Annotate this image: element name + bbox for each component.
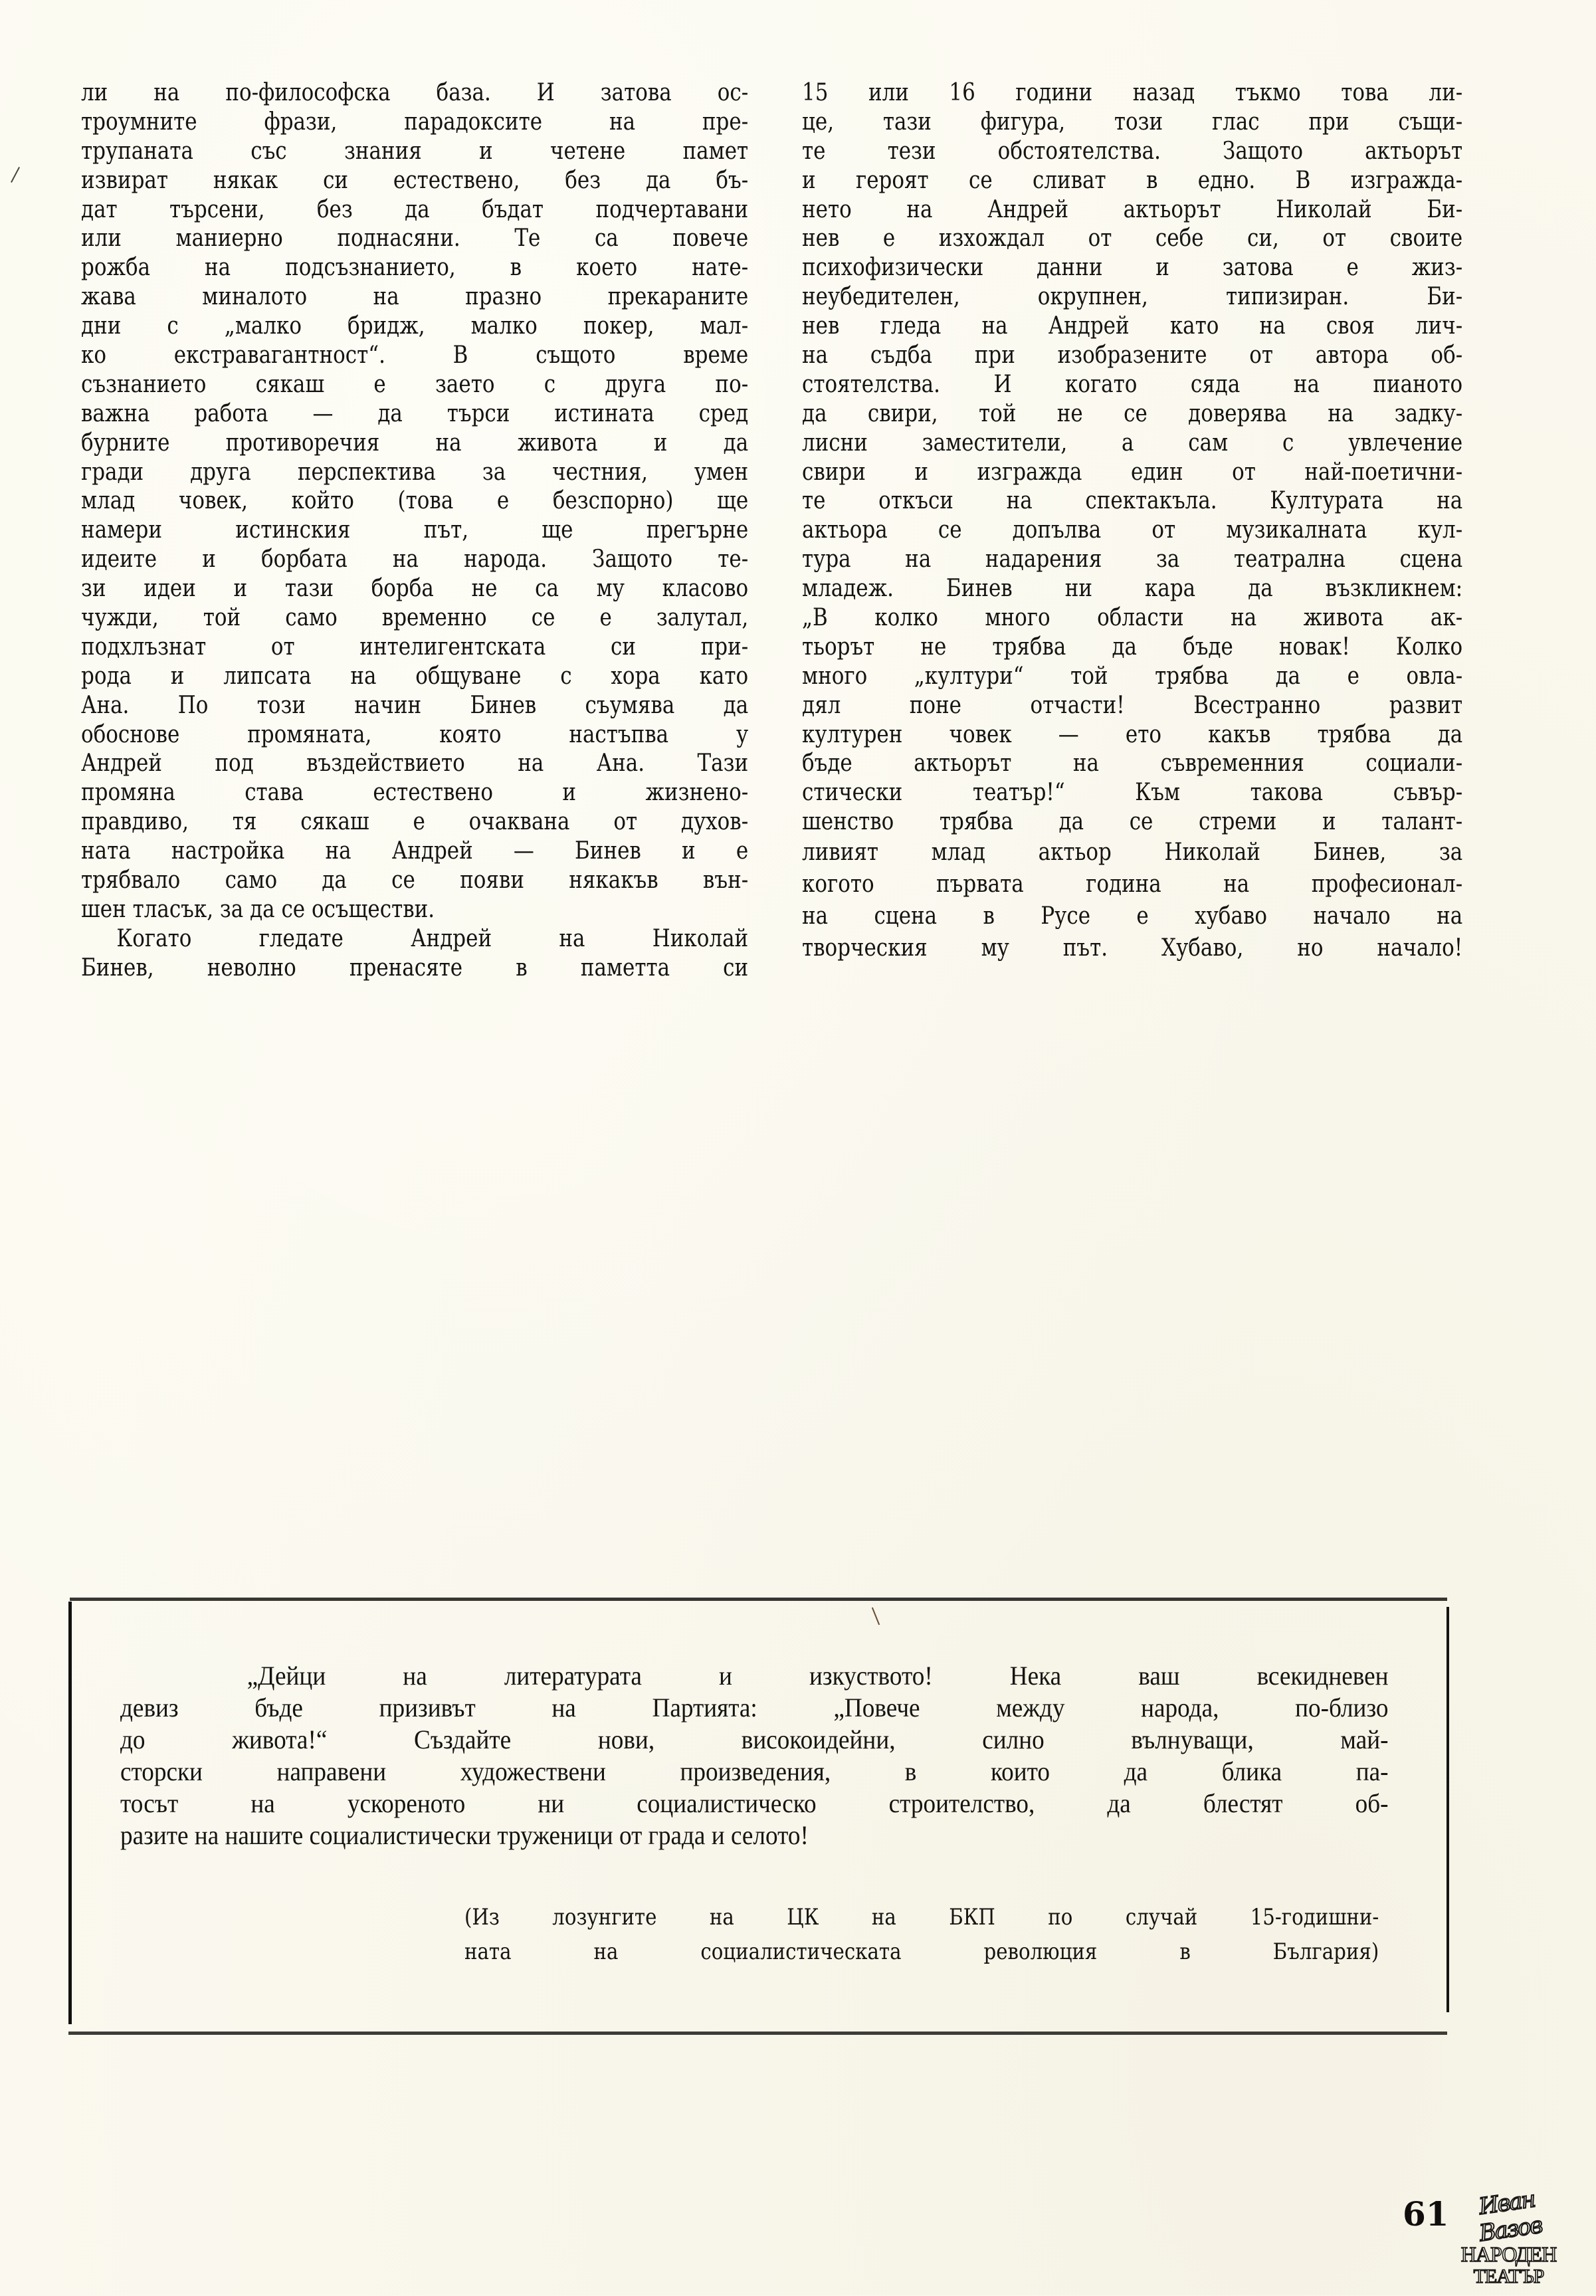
quote-line: „Дейци на литературата и изкуството! Нека ваш всекидневен [247,1661,1389,1691]
article-line: бъде актьорът на съвременния социали- [802,750,1463,778]
article-line: жава миналото на празно прекараните [81,283,749,311]
quote-line: тосът на ускореното ни социалистическо строителство, да блестят об- [120,1788,1389,1818]
article-line: дни с „малко бридж, малко покер, мал- [81,312,749,340]
article-line: тура на надарения за театрална сцена [802,546,1463,574]
article-line: свири и изгражда един от най-поетични- [802,458,1463,486]
article-line: нев е изхождал от себе си, от своите [802,225,1463,253]
article-line: много „култури“ той трябва да е овла- [802,662,1463,690]
article-line: актьора се допълва от музикалната кул- [802,516,1463,544]
article-line: ливият млад актьор Николай Бинев, за [802,839,1463,867]
article-line: правдиво, тя сякаш е очаквана от духов- [81,808,749,836]
article-line: лисни заместители, а сам с увлечение [802,429,1463,457]
article-line: чужди, той само временно се е залутал, [81,604,749,632]
article-line: стически театър!“ Към такова съвър- [802,779,1463,807]
quote-line: девиз бъде призивът на Партията: „Повече между народа, по-близо [120,1693,1389,1722]
article-line: важна работа — да търси истината сред [81,399,749,427]
attribution-line: ната на социалистическата революция в България) [464,1938,1379,1965]
article-line: творческия му път. Хубаво, но начало! [802,934,1463,962]
article-right-column [802,78,1462,964]
page-number: 61 [1403,2194,1449,2234]
article-line: психофизически данни и затова е жиз- [802,254,1463,282]
article-line: шен тласък, за да се осъществи. [81,895,435,923]
box-border-right [1446,1607,1449,2012]
article-line: промяна става естествено и жизнено- [81,779,749,807]
article-line: дат търсени, без да бъдат подчертавани [81,195,749,223]
slogan-quote [120,1660,1389,1851]
article-line: младеж. Бинев ни кара да възкликнем: [802,575,1463,603]
article-line: нев гледа на Андрей като на своя лич- [802,312,1463,340]
quote-line: разите на нашите социалистически труженици от града и селото! [120,1820,809,1850]
national-theatre-logo [1454,2186,1563,2296]
article-line: „В колко много области на живота ак- [802,604,1463,632]
article-line: шенство трябва да се стреми и талант- [802,808,1463,836]
article-line: обоснове промяната, която настъпва у [81,720,749,748]
logo-script-signature: Иван Вазов [1477,2186,1544,2247]
article-line: съзнанието сякаш е заето с друга по- [81,370,749,398]
party-slogan-box [68,1598,1447,2034]
article-line: те откъси на спектакъла. Културата на [802,487,1463,515]
article-line: на сцена в Русе е хубаво начало на [802,902,1463,930]
article-line: ко екстравагантност“. В същото време [81,342,749,369]
paragraph-start-line: Когато гледате Андрей на Николай [116,924,749,952]
article-line: ли на по-философска база. И затова ос- [81,79,749,106]
article-line: или маниерно поднасяни. Те са повече [81,225,749,253]
article-line: Бинев, неволно пренасяте в паметта си [81,954,749,982]
article-line: стоятелства. И когато сяда на пианото [802,370,1463,398]
quote-attribution [464,1900,1379,1969]
article-line: нето на Андрей актьорът Николай Би- [802,195,1463,223]
box-border-bottom [68,2032,1447,2035]
logo-text-teatar: ТЕАТЪР [1473,2265,1544,2287]
article-line: когото първата година на професионал- [802,871,1463,898]
article-line: дял поне отчасти! Всестранно развит [802,691,1463,719]
box-border-top [70,1598,1447,1601]
article-line: рода и липсата на общуване с хора като [81,662,749,690]
article-line: трябвало само да се появи някакъв вън- [81,867,749,894]
quote-line: сторски направени художествени произведения, в които да блика па- [120,1756,1389,1786]
logo-text-naroden: НАРОДЕН [1460,2242,1557,2266]
article-line: бурните противоречия на живота и да [81,429,749,457]
article-line: трупаната със знания и четене памет [81,137,749,165]
box-border-left [68,1602,72,2024]
article-line: ната настройка на Андрей — Бинев и е [81,837,749,865]
article-line: зи идеи и тази борба не са му класово [81,575,749,603]
article-line: да свири, той не се доверява на задку- [802,399,1463,427]
article-line: извират някак си естествено, без да бъ- [81,166,749,194]
attribution-line: (Из лозунгите на ЦК на БКП по случай 15-годишни- [464,1904,1379,1931]
scan-mark [11,167,20,183]
article-line: тьорът не трябва да бъде новак! Колко [802,633,1463,661]
article-line: те тези обстоятелства. Защото актьорът [802,137,1463,165]
article-line: неубедителен, окрупнен, типизиран. Би- [802,283,1463,311]
article-line: гради друга перспектива за честния, умен [81,458,749,486]
article-line: Андрей под въздействието на Ана. Тази [81,750,749,778]
article-line: троумните фрази, парадоксите на пре- [81,108,749,136]
article-left-column [81,78,748,983]
article-line: и героят се сливат в едно. В изграждa- [802,166,1463,194]
article-line: на съдба при изобразените от автора об- [802,342,1463,369]
article-line: културен човек — ето какъв трябва да [802,720,1463,748]
article-line: намери истинския път, ще прегърне [81,516,749,544]
article-line: подхлъзнат от интелигентската си при- [81,633,749,661]
quote-line: до живота!“ Създайте нови, високоидейни, силно вълнуващи, май- [120,1724,1389,1754]
article-line: рожба на подсъзнанието, в което нате- [81,254,749,282]
article-line: Ана. По този начин Бинев съумява да [81,691,749,719]
article-line: це, тази фигура, този глас при същи- [802,108,1463,136]
article-line: идеите и борбата на народа. Защото те- [81,546,749,574]
article-line: млад човек, който (това е безспорно) ще [81,487,749,515]
article-line: 15 или 16 години назад тъкмо това ли- [802,79,1463,106]
